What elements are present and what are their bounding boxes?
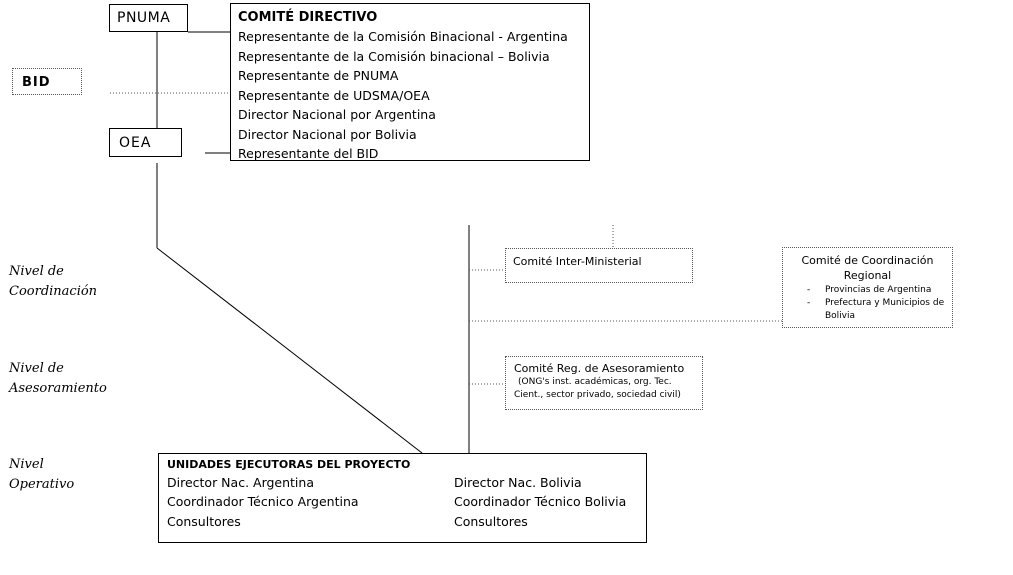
comite-member: Representante de PNUMA [238, 68, 399, 83]
oea-label: OEA [119, 135, 152, 151]
level-asesoramiento [9, 359, 107, 399]
unidades-box [158, 453, 647, 543]
comite-directivo-box [230, 3, 590, 161]
comite-inter-label: Comité Inter-Ministerial [513, 255, 642, 268]
comite-regional-box [782, 247, 953, 328]
level-coordinacion-line-2: Coordinación [9, 284, 98, 299]
level-operativo [9, 455, 74, 495]
level-coordinacion [9, 262, 97, 302]
comite-member: Director Nacional por Bolivia [238, 126, 417, 142]
comite-regional-list [789, 284, 946, 323]
comite-regional-title-1: Comité de Coordinación [801, 254, 934, 267]
unidades-title: UNIDADES EJECUTORAS DEL PROYECTO [167, 458, 411, 471]
oea-box [109, 128, 182, 157]
unidades-right-item: Consultores [454, 514, 528, 529]
level-asesoramiento-line-1: Nivel de [9, 361, 64, 376]
comite-member: Representante de la Comisión binacional – Bolivia [238, 48, 550, 64]
comite-regional-title-2: Regional [843, 269, 892, 282]
level-coordinacion-line-1: Nivel de [9, 264, 64, 279]
oea-unidades-diagonal [157, 248, 422, 453]
comite-member: Director Nacional por Argentina [238, 107, 436, 122]
unidades-left-item: Consultores [167, 514, 241, 529]
unidades-left-item: Coordinador Técnico Argentina [167, 494, 359, 509]
comite-regional-item: - Provincias de Argentina [805, 284, 946, 297]
bid-label: BID [22, 75, 51, 90]
level-asesoramiento-line-2: Asesoramiento [9, 381, 107, 396]
comite-member: Representante de la Comisión Binacional - Argentina [238, 29, 568, 44]
level-operativo-line-1: Nivel [9, 457, 44, 472]
comite-asesoramiento-title: Comité Reg. de Asesoramiento [514, 362, 685, 375]
bid-box [12, 68, 82, 95]
comite-regional-item: - Prefectura y Municipios de Bolivia [805, 297, 946, 323]
pnuma-box [109, 4, 188, 32]
comite-inter-box [505, 248, 693, 283]
comite-directivo-title: COMITÉ DIRECTIVO [238, 10, 378, 25]
unidades-left-item: Director Nac. Argentina [167, 475, 314, 490]
pnuma-label: PNUMA [117, 10, 171, 26]
comite-asesoramiento-detail-1: (ONG's inst. académicas, org. Tec. [518, 377, 672, 387]
comite-asesoramiento-detail-2: Cient., sector privado, sociedad civil) [514, 390, 681, 400]
level-operativo-line-2: Operativo [9, 477, 75, 492]
unidades-right-item: Coordinador Técnico Bolivia [454, 494, 627, 509]
comite-member: Representante del BID [238, 146, 379, 161]
unidades-right-item: Director Nac. Bolivia [454, 475, 582, 490]
comite-member: Representante de UDSMA/OEA [238, 87, 430, 103]
comite-asesoramiento-box [505, 356, 703, 410]
